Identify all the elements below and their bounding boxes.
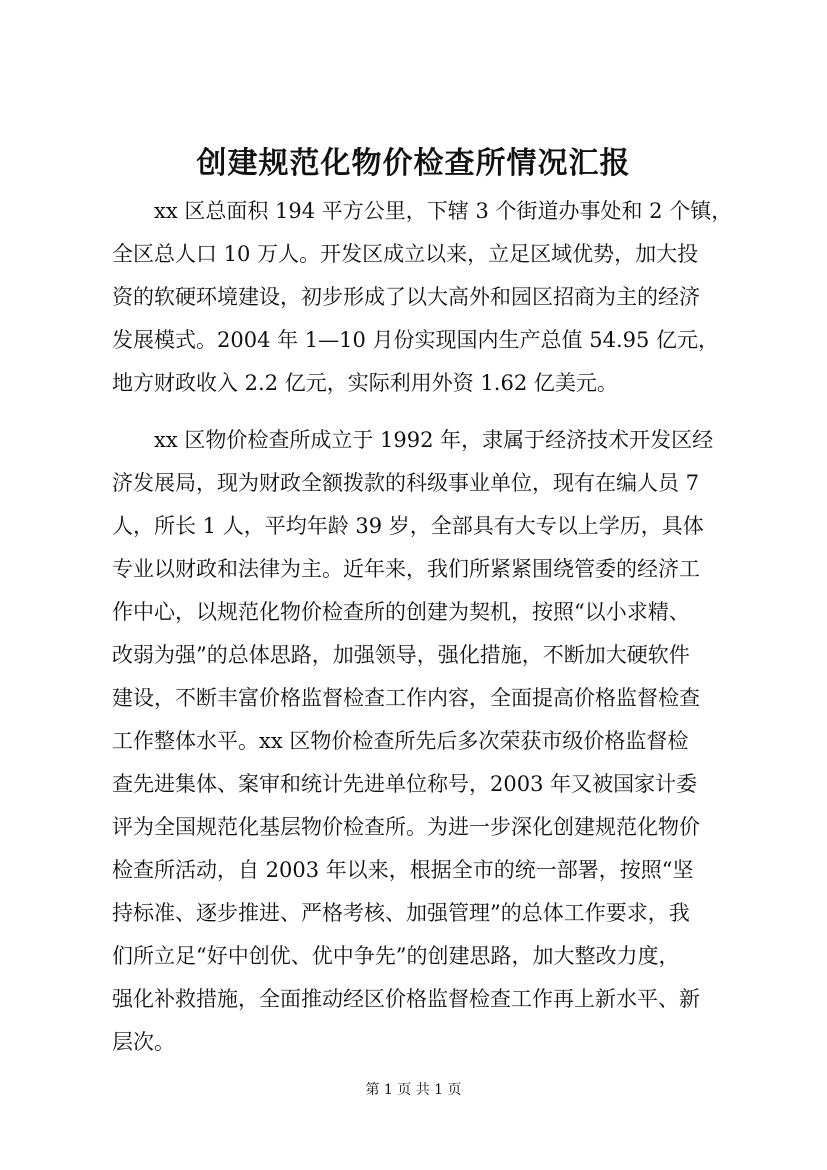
text-line: 检查所活动，自 2003 年以来，根据全市的统一部署，按照“坚 bbox=[112, 858, 694, 882]
text-line: 工作整体水平。xx 区物价检查所先后多次荣获市级价格监督检 bbox=[112, 729, 689, 753]
text-line: 持标准、逐步推进、严格考核、加强管理”的总体工作要求，我 bbox=[112, 901, 690, 925]
text-line: 评为全国规范化基层物价检查所。为进一步深化创建规范化物价 bbox=[112, 815, 700, 839]
text-line: 建设，不断丰富价格监督检查工作内容，全面提高价格监督检查 bbox=[112, 686, 700, 710]
text-line: 专业以财政和法律为主。近年来，我们所紧紧围绕管委的经济工 bbox=[112, 557, 700, 581]
paragraph-gap bbox=[112, 405, 732, 419]
text-line: 作中心，以规范化物价检查所的创建为契机，按照“以小求精、 bbox=[112, 600, 690, 624]
text-line: xx 区总面积 194 平方公里，下辖 3 个街道办事处和 2 个镇， bbox=[154, 199, 733, 223]
text-line: xx 区物价检查所成立于 1992 年，隶属于经济技术开发区经 bbox=[154, 428, 714, 452]
text-line: 改弱为强”的总体思路，加强领导，强化措施，不断加大硬软件 bbox=[112, 643, 690, 667]
text-line: 人，所长 1 人，平均年龄 39 岁，全部具有大专以上学历，具体 bbox=[112, 514, 704, 538]
text-line: 层次。 bbox=[112, 1030, 175, 1054]
text-line: 地方财政收入 2.2 亿元，实际利用外资 1.62 亿美元。 bbox=[112, 371, 618, 395]
text-line: 们所立足“好中创优、优中争先”的创建思路，加大整改力度， bbox=[112, 944, 680, 968]
paragraph-2 bbox=[112, 419, 732, 1064]
paragraph-1 bbox=[112, 190, 732, 405]
text-line: 强化补救措施，全面推动经区价格监督检查工作再上新水平、新 bbox=[112, 987, 700, 1011]
text-line: 资的软硬环境建设，初步形成了以大高外和园区招商为主的经济 bbox=[112, 285, 700, 309]
text-line: 查先进集体、案审和统计先进单位称号，2003 年又被国家计委 bbox=[112, 772, 698, 796]
text-line: 发展模式。2004 年 1—10 月份实现国内生产总值 54.95 亿元， bbox=[112, 328, 720, 352]
document-body bbox=[112, 190, 732, 1064]
page-footer: 第 1 页 共 1 页 bbox=[365, 1082, 462, 1098]
document-title: 创建规范化物价检查所情况汇报 bbox=[196, 146, 631, 181]
text-line: 全区总人口 10 万人。开发区成立以来，立足区域优势，加大投 bbox=[112, 242, 699, 266]
text-line: 济发展局，现为财政全额拨款的科级事业单位，现有在编人员 7 bbox=[112, 471, 700, 495]
